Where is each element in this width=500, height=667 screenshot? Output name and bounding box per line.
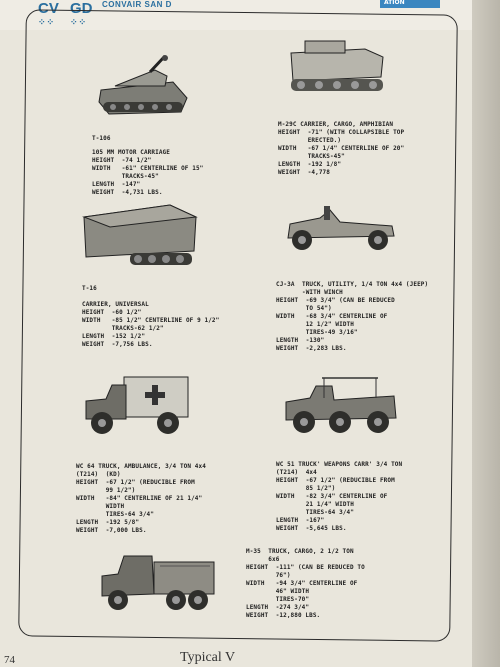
entry-t16-name: CARRIER, UNIVERSAL (82, 301, 149, 308)
entry-t106-width-cont: TRACKS-45" (92, 173, 159, 180)
entry-wc64-weight: WEIGHT -7,000 LBS. (76, 527, 147, 534)
entry-wc64 (76, 463, 206, 535)
entry-wc51-name: WC 51 TRUCK' WEAPONS CARR' 3/4 TON (276, 461, 403, 468)
entry-m35-height-cont: 76") (246, 572, 291, 579)
entry-cj3a-name: CJ-3A TRUCK, UTILITY, 1/4 TON 4x4 (JEEP) (276, 281, 429, 288)
entry-m29c-width-cont: TRACKS-45" (278, 153, 345, 160)
entry-wc64-name: WC 64 TRUCK, AMBULANCE, 3/4 TON 4x4 (76, 463, 206, 470)
t106-vehicle-illustration (95, 50, 195, 120)
entry-t106-designation: T-106 (92, 135, 111, 142)
entry-wc64-width-cont: WIDTH (76, 503, 125, 510)
entry-wc51-length: LENGTH -167" (276, 517, 325, 524)
entry-cj3a-width-tires: TIRES-49 3/16" (276, 329, 358, 336)
m35-truck-illustration (98, 548, 218, 618)
entry-wc51-height-cont: 85 1/2") (276, 485, 336, 492)
entry-m29c (278, 121, 404, 177)
entry-t16-width-cont: TRACKS-62 1/2" (82, 325, 164, 332)
entry-t16 (82, 285, 219, 349)
entry-m35-width: WIDTH -94 3/4" CENTERLINE OF (246, 580, 358, 587)
entry-cj3a-height: HEIGHT -69 3/4" (CAN BE REDUCED (276, 297, 395, 304)
entry-t16-length: LENGTH -152 1/2" (82, 333, 146, 340)
entry-wc64-height-cont: 99 1/2") (76, 487, 136, 494)
entry-m29c-weight: WEIGHT -4,778 (278, 169, 330, 176)
entry-m35 (246, 548, 365, 620)
entry-t106-width: WIDTH -61" CENTERLINE OF 15" (92, 165, 204, 172)
header-tab: ATION (380, 0, 440, 8)
entry-cj3a-width-cont: 12 1/2" WIDTH (276, 321, 354, 328)
entry-m35-name: M-35 TRUCK, CARGO, 2 1/2 TON (246, 548, 354, 555)
entry-m29c-length: LENGTH -192 1/8" (278, 161, 342, 168)
entry-cj3a-name-cont: -WITH WINCH (276, 289, 343, 296)
entry-t106 (92, 135, 203, 197)
entry-t106-name: 105 MM MOTOR CARRIAGE (92, 149, 170, 156)
entry-wc64-length: LENGTH -192 5/8" (76, 519, 140, 526)
page-number: 74 (4, 654, 15, 666)
entry-m29c-height: HEIGHT -71" (WITH COLLAPSIBLE TOP (278, 129, 405, 136)
entry-cj3a (276, 281, 428, 353)
entry-cj3a-width: WIDTH -68 3/4" CENTERLINE OF (276, 313, 388, 320)
entry-t16-width: WIDTH -85 1/2" CENTERLINE OF 9 1/2" (82, 317, 220, 324)
convair-logo: CV ⁘⁘ (38, 0, 59, 27)
wc64-ambulance-illustration (82, 375, 192, 440)
entry-wc51-name-cont: (T214) 4x4 (276, 469, 317, 476)
t16-vehicle-illustration (80, 195, 200, 270)
entry-wc64-height: HEIGHT -67 1/2" (REDUCIBLE FROM (76, 479, 195, 486)
entry-m29c-width: WIDTH -67 1/4" CENTERLINE OF 20" (278, 145, 405, 152)
entry-t16-designation: T-16 (82, 285, 97, 292)
entry-m35-weight: WEIGHT -12,880 LBS. (246, 612, 321, 619)
entry-wc51-width-cont: 21 1/4" WIDTH (276, 501, 354, 508)
entry-cj3a-height-cont: TO 54") (276, 305, 332, 312)
cj3a-jeep-illustration (280, 200, 400, 260)
entry-t106-weight: WEIGHT -4,731 LBS. (92, 189, 163, 196)
footer-title: Typical V (180, 650, 236, 665)
entry-m35-height: HEIGHT -111" (CAN BE REDUCED TO (246, 564, 365, 571)
entry-wc51 (276, 461, 402, 533)
entry-wc64-width-tires: TIRES-64 3/4" (76, 511, 154, 518)
entry-m29c-name: M-29C CARRIER, CARGO, AMPHIBIAN (278, 121, 394, 128)
entry-t16-height: HEIGHT -60 1/2" (82, 309, 142, 316)
entry-m35-length: LENGTH -274 3/4" (246, 604, 310, 611)
entry-m35-width-tires: TIRES-70" (246, 596, 310, 603)
entry-wc51-weight: WEIGHT -5,645 LBS. (276, 525, 347, 532)
entry-wc51-width: WIDTH -82 3/4" CENTERLINE OF (276, 493, 388, 500)
entry-wc64-width: WIDTH -84" CENTERLINE OF 21 1/4" (76, 495, 203, 502)
entry-t106-length: LENGTH -147" (92, 181, 141, 188)
entry-wc64-name-cont: (T214) (KD) (76, 471, 121, 478)
entry-wc51-width-tires: TIRES-64 3/4" (276, 509, 354, 516)
entry-cj3a-length: LENGTH -130" (276, 337, 325, 344)
adjacent-page-edge (472, 0, 500, 667)
entry-t106-height: HEIGHT -74 1/2" (92, 157, 152, 164)
entry-wc51-height: HEIGHT -67 1/2" (REDUCIBLE FROM (276, 477, 395, 484)
entry-cj3a-weight: WEIGHT -2,283 LBS. (276, 345, 347, 352)
entry-m35-name-cont: 6x6 (246, 556, 280, 563)
wc51-weapons-carrier-illustration (282, 372, 402, 442)
general-dynamics-logo: GD ⁘⁘ (70, 0, 93, 27)
entry-m29c-height-cont: ERECTED.) (278, 137, 342, 144)
company-name: CONVAIR SAN D (102, 0, 172, 9)
m29c-vehicle-illustration (285, 35, 395, 100)
entry-t16-weight: WEIGHT -7,756 LBS. (82, 341, 153, 348)
entry-m35-width-cont: 46" WIDTH (246, 588, 310, 595)
